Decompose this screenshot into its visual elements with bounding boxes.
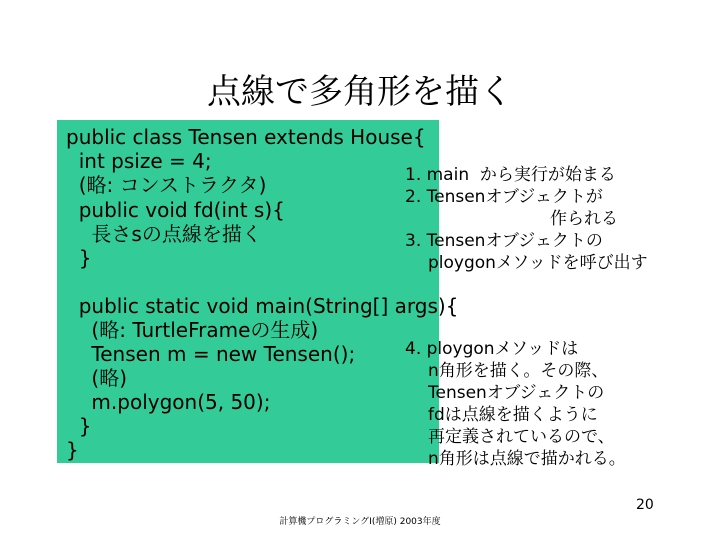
note-line: n角形を描く。その際、 — [428, 361, 609, 381]
code-line: public class Tensen extends House{ — [66, 125, 426, 149]
code-line: Tensen m = new Tensen(); — [66, 342, 356, 366]
note-line: 再定義されているので、 — [428, 427, 615, 447]
footer: 計算機プログラミングI(増原) 2003年度 — [279, 517, 441, 527]
code-line: (略: コンストラクタ) — [66, 173, 267, 197]
code-line: } — [66, 414, 92, 438]
note-line: 1. main から実行が始まる — [405, 165, 616, 185]
note-line: 4. ploygonメソッドは — [405, 339, 579, 359]
note-line: 2. Tensenオブジェクトが — [405, 187, 603, 207]
code-line: m.polygon(5, 50); — [66, 390, 271, 414]
code-line: } — [66, 438, 79, 462]
code-line: 長さsの点線を描く — [66, 222, 262, 246]
code-line: public static void main(String[] args){ — [66, 294, 459, 318]
note-line: 3. Tensenオブジェクトの — [405, 231, 603, 251]
code-line: public void fd(int s){ — [66, 198, 285, 222]
note-line: 作られる — [550, 209, 618, 229]
code-line: (略) — [66, 366, 128, 390]
note-line: n角形は点線で描かれる。 — [428, 449, 626, 469]
note-line: ploygonメソッドを呼び出す — [428, 253, 648, 273]
note-line: Tensenオブジェクトの — [428, 383, 605, 403]
slide-title: 点線で多角形を描く — [207, 72, 513, 112]
code-line: (略: TurtleFrameの生成) — [66, 318, 319, 342]
code-line: } — [66, 246, 92, 270]
code-line: int psize = 4; — [66, 149, 212, 173]
page-number: 20 — [636, 497, 654, 513]
note-line: fdは点線を描くように — [428, 405, 598, 425]
